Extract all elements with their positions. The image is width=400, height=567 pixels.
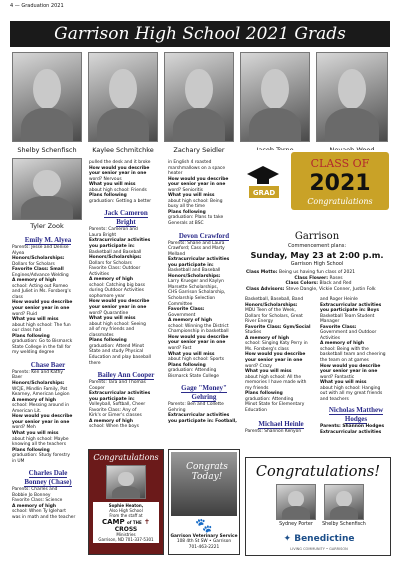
- class-of-2021-badge: [243, 150, 391, 228]
- ad2-photo: Congrats Today!: [171, 452, 237, 516]
- ad3-name-1: Sydney Porter: [279, 522, 313, 527]
- school-name: Garrison: [294, 231, 340, 242]
- profile-bailey: Parents: Tara and Thomas Cooper Extracurricular activities you participate in: Volleyball, Softball, Cheer Favorite Class: Any of Kirk's or Eimer's classes A memory of high school: When the boys: [89, 380, 151, 430]
- ad3-subtitle: LIVING COMMUNITY • GARRISON: [290, 547, 348, 551]
- badge-class-of: CLASS OF: [310, 157, 370, 170]
- ad1-headline: Congratulations: [93, 453, 159, 462]
- ad-benedictine: Congratulations! Sydney Porter Shelby Schenfisch ✦ Benedictine LIVING COMMUNITY • GARRISON: [245, 457, 391, 556]
- profile-name-charles-2: Bonney (Chase): [24, 478, 72, 487]
- benedictine-logo-icon: ✦: [283, 534, 292, 544]
- grad-caption-2: Kaylee Schmitchke: [92, 146, 154, 154]
- ad3-photo-2: [324, 484, 364, 520]
- profile-name-chase: Chase Baer: [30, 360, 66, 369]
- profile-name-jack: Jack Cameron: [104, 209, 148, 218]
- class-details: Class Motto: Being us having fun class of 2021 Class Flower: Roses Class Colors: Black and Red Class Advisors: Steve Dangle, Vickie Conner, Justin Folk: [246, 270, 376, 293]
- grad-photo-3: [164, 52, 234, 142]
- commencement-venue: Garrison High School: [290, 261, 344, 267]
- profile-name-nicholas-2: Hodges: [344, 415, 368, 424]
- commencement-date: Sunday, May 23 at 2:00 p.m.: [250, 250, 384, 260]
- profile-nicholas: Parents: Shannon Hodges Extracurricular activities: [320, 424, 385, 435]
- profile-name-michael: Michael Heinle: [258, 420, 304, 429]
- ad-garrison-vet: Congrats Today! 🐾 Garrison Veterinary Service 108 4th St SW • Garrison 701-463-2221: [168, 449, 240, 555]
- grad-photo-5: [316, 52, 388, 142]
- profile-devon: Parents: Shane and Laura Crawford; Cass and Marty Melland Extracurricular activities you participate in: Basketball and Baseball Honors/Scholarships: Larry Krueger and Kaylyn Marsette Scholarships, CHS Garrison Scholarship, Scholarship Selection Committee Favorite Class: Government A memory of high school: Winning the District Championship in basketball How would you describe your senior year in one word? Fast What you will miss about high school: Sports Plans following graduation: Attending Bismarck State College: [168, 240, 230, 379]
- column-5: and Roger Heinle Extracurricular activities you participate in: Boys Basketball Team Student Manager Favorite Class: Government and Outdoor Activities A memory of high school: Being with the basketball team and cheering the team on at games How would you describe your senior year in one word? Fantastic What you will miss about high school: Hanging out with all my great friends and teachers Nicholas Matthew Hodges Parents: Shannon Hodges Extracurricular activities: [320, 297, 392, 435]
- profile-michael: Parents: Shannon Kenyon: [245, 429, 302, 435]
- column-1: [12, 236, 84, 521]
- ad3-photo-1: [276, 484, 316, 520]
- column-3: in English 4 roasted marshmallows on a space heater How would you describe your senior year in one word? Senioritis What you will miss about high school: Being busy all the time Plans following graduation: Plans to take Generals at BSC Devon Crawford Parents: Shane and Laura Crawford; Cass and Marty Melland Extracurricular activities you participate in: Basketball and Baseball Honors/Scholarships: Larry Krueger and Kaylyn Marsette Scholarships, CHS Garrison Scholarship, Scholarship Selection Committee Favorite Class: Government A memory of high school: Winning the District Championship in basketball How would you describe your senior year in one word? Fast What you will miss about high school: Sports Plans following graduation: Attending Bismarck State College Gage "Money" Gehring Parents: Ben and Collette Gehring Extracurricular activities you participate in: Football,: [168, 160, 240, 424]
- profile-jack: Parents: Cameron and Laura Bright Extracurricular activities you participate in: Basketball and Baseball Honors/Scholarships: Dollars for Scholars Favorite Class: Outdoor Activities A memory of high school: Catching big bass during Outdoor Activities sophomore year How would you describe your senior year in one word? Quarantine What you will miss about high school: Seeing all of my friends and classmates Plans following graduation: Attend Minot State and study Physical Education and play baseball there: [89, 227, 151, 366]
- profile-charles: Parents: Charles and Bobbie Jo Bonney Favorite Class: Science A memory of high school: When Ty Iglehart was in math and the teacher: [12, 487, 76, 520]
- profile-name-bailey: Bailey Ann Cooper: [97, 371, 155, 380]
- class-info-box: [243, 150, 391, 228]
- ad3-title: Congratulations!: [255, 464, 381, 480]
- paw-icon: 🐾: [195, 518, 213, 534]
- commencement-label: Commencement plans:: [287, 243, 347, 249]
- cross-icon: ✝: [144, 518, 151, 526]
- profile-name-emily: Emily M. Alyea: [24, 236, 72, 244]
- profile-name-devon: Devon Crawford: [178, 231, 230, 240]
- profile-emily: Parents: Jesse and Denise Alyea Honors/Scholarships: Dollars for Scholars Favorite Class: Small Engines/Advance Welding A memory of high school: Acting out Romeo and Juliet in Ms. Forsberg's class How would you describe your senior year in one word? Fluid What you will miss about high school: The fun our class had Plans following graduation: Go to Bismarck State College in the fall for my welding degree: [12, 245, 73, 356]
- column-2: pulled the desk and it broke How would you describe your senior year in one word? Nervous What you will miss about high school: Friends Plans following graduation: Getting a better Jack Cameron Bright Parents: Cameron and Laura Bright Extracurricular activities you participate in: Basketball and Baseball Honors/Scholarships: Dollars for Scholars Favorite Class: Outdoor Activities A memory of high school: Catching big bass during Outdoor Activities sophomore year How would you describe your senior year in one word? Quarantine What you will miss about high school: Seeing all of my friends and classmates Plans following graduation: Attend Minot State and study Physical Education and play baseball there Bailey Ann Cooper Parents: Tara and Thomas Cooper Extracurricular activities you participate in: Volleyball, Softball, Cheer Favorite Class: Any of Kirk's or Eimer's classes A memory of high school: When the boys: [89, 160, 163, 430]
- banner-title: Garrison High School 2021 Grads: [10, 21, 390, 47]
- badge-year: 2021: [309, 171, 371, 196]
- badge-cap-text: GRAD: [252, 189, 276, 197]
- page-label: 4 — Graduation 2021: [10, 3, 64, 9]
- grad-photo-1: [12, 52, 82, 142]
- grad-caption-1: Shelby Schenfisch: [17, 146, 77, 154]
- column-4: Basketball, Baseball, Band Honors/Scholarships: MDU Teen of the Week, Dollars for Scholars, Great River Energy Favorite Class: Gym/Social Studies A memory of high school: Singing Katy Perry in Ms. Forsberg's class How would you describe your senior year in one word? Crazy What you will miss about high school: All the memories I have made with my friends Plans following graduation: Attending Minot State for Elementary Education Michael Heinle Parents: Shannon Kenyon: [245, 297, 317, 435]
- profile-name-jack-2: Bright: [116, 218, 136, 227]
- profile-chase: Parents: Ken and Kathy Baer Honors/Scholarships: WCJE, Mindlin Family, Pat Kearney, American Legion A memory of high school: Messing around in American Lit. How would you describe your senior year in one word? Meh What you will miss about high school: Maybe knowing all the teachers Plans following graduation: Study forestry in UM: [12, 369, 73, 464]
- profile-name-gage: Gage "Money": [181, 384, 227, 393]
- ad1-photo: [106, 465, 146, 499]
- profile-gage: Parents: Ben and Collette Gehring Extracurricular activities you participate in: Football,: [168, 402, 237, 424]
- grad-caption-tyler: Tyler Zook: [30, 222, 64, 230]
- profile-name-nicholas: Nicholas Matthew: [328, 406, 384, 415]
- grad-photo-tyler: [12, 158, 82, 220]
- profile-name-charles: Charles Dale: [28, 469, 68, 478]
- profile-name-gage-2: Gehring: [191, 393, 217, 402]
- grad-photo-2: [88, 52, 158, 142]
- ad3-name-2: Shelby Schenfisch: [322, 522, 366, 527]
- grad-photo-4: [240, 52, 310, 142]
- ad-camp-of-the-cross: Congratulations Sophie Heaton, Also High School From the staff at CAMP of THE ✝ CROSS Ministries Garrison, ND 701-337-5301: [88, 449, 164, 555]
- grad-caption-3: Zachary Seidler: [173, 146, 225, 154]
- badge-congrats: Congratulations: [307, 197, 373, 206]
